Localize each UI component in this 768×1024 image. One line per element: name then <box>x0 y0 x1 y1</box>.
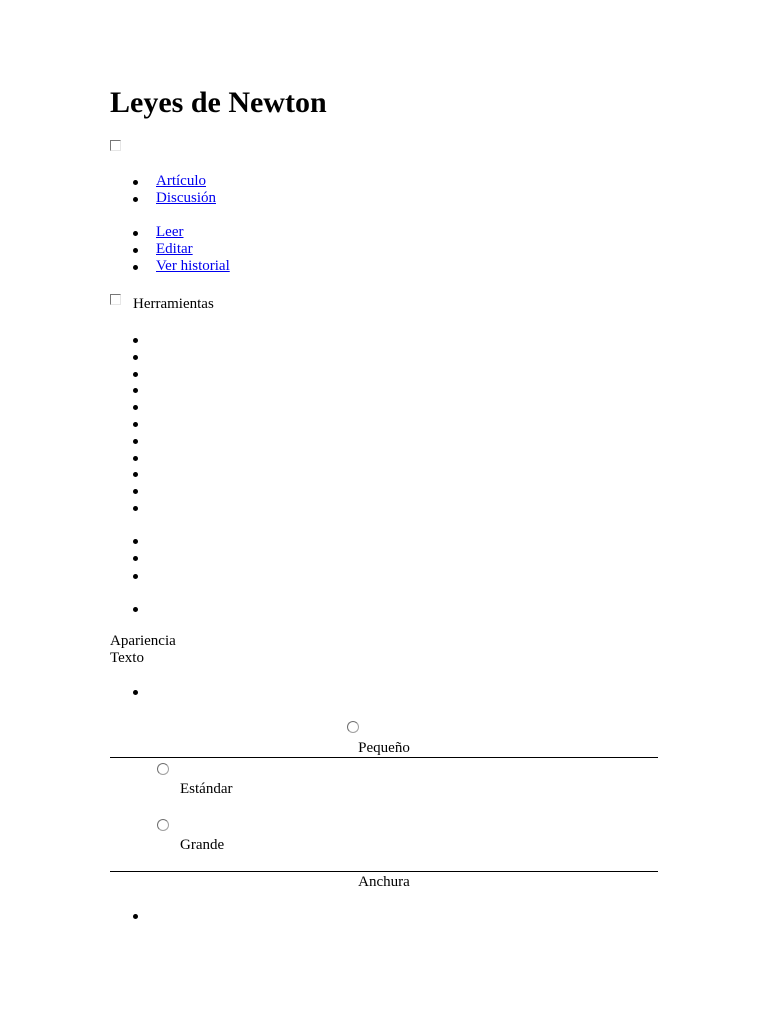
tools-list-item-bullet <box>133 422 138 427</box>
tab-edit[interactable]: Editar <box>156 241 193 257</box>
text-section-label: Texto <box>110 650 144 666</box>
list-bullet <box>133 914 138 919</box>
tab-read[interactable]: Leer <box>156 224 184 240</box>
tools-list-item-bullet <box>133 456 138 461</box>
width-section-label: Anchura <box>358 874 410 890</box>
tools-list-item-bullet <box>133 489 138 494</box>
divider <box>110 871 658 872</box>
text-size-small-label[interactable]: Pequeño <box>358 740 410 756</box>
tab-discussion[interactable]: Discusión <box>156 190 216 206</box>
text-size-small-radio[interactable] <box>347 721 359 733</box>
list-bullet <box>133 197 138 202</box>
page-title: Leyes de Newton <box>110 86 327 119</box>
tools-list-item-bullet <box>133 338 138 343</box>
divider <box>110 757 658 758</box>
text-size-standard-label[interactable]: Estándar <box>180 781 233 797</box>
tools-list-item-bullet <box>133 472 138 477</box>
list-bullet <box>133 248 138 253</box>
text-size-large-label[interactable]: Grande <box>180 837 225 853</box>
namespaces-menu-checkbox[interactable] <box>110 140 121 151</box>
list-bullet <box>133 265 138 270</box>
list-bullet <box>133 690 138 695</box>
text-size-standard-radio[interactable] <box>157 763 169 775</box>
tools-menu-label[interactable]: Herramientas <box>133 296 214 312</box>
tools-list-item-bullet <box>133 388 138 393</box>
tools-list-item-bullet <box>133 372 138 377</box>
tools-list-item-bullet <box>133 405 138 410</box>
tools-list-item-bullet <box>133 506 138 511</box>
tab-article[interactable]: Artículo <box>156 173 206 189</box>
list-bullet <box>133 231 138 236</box>
tools-list-item-bullet <box>133 439 138 444</box>
tools-list-item-bullet <box>133 539 138 544</box>
tab-view-history[interactable]: Ver historial <box>156 258 230 274</box>
text-size-large-radio[interactable] <box>157 819 169 831</box>
tools-list-item-bullet <box>133 574 138 579</box>
appearance-heading: Apariencia <box>110 633 176 649</box>
list-bullet <box>133 180 138 185</box>
tools-list-item-bullet <box>133 556 138 561</box>
tools-list-item-bullet <box>133 355 138 360</box>
tools-list-item-bullet <box>133 607 138 612</box>
tools-menu-checkbox[interactable] <box>110 294 121 305</box>
